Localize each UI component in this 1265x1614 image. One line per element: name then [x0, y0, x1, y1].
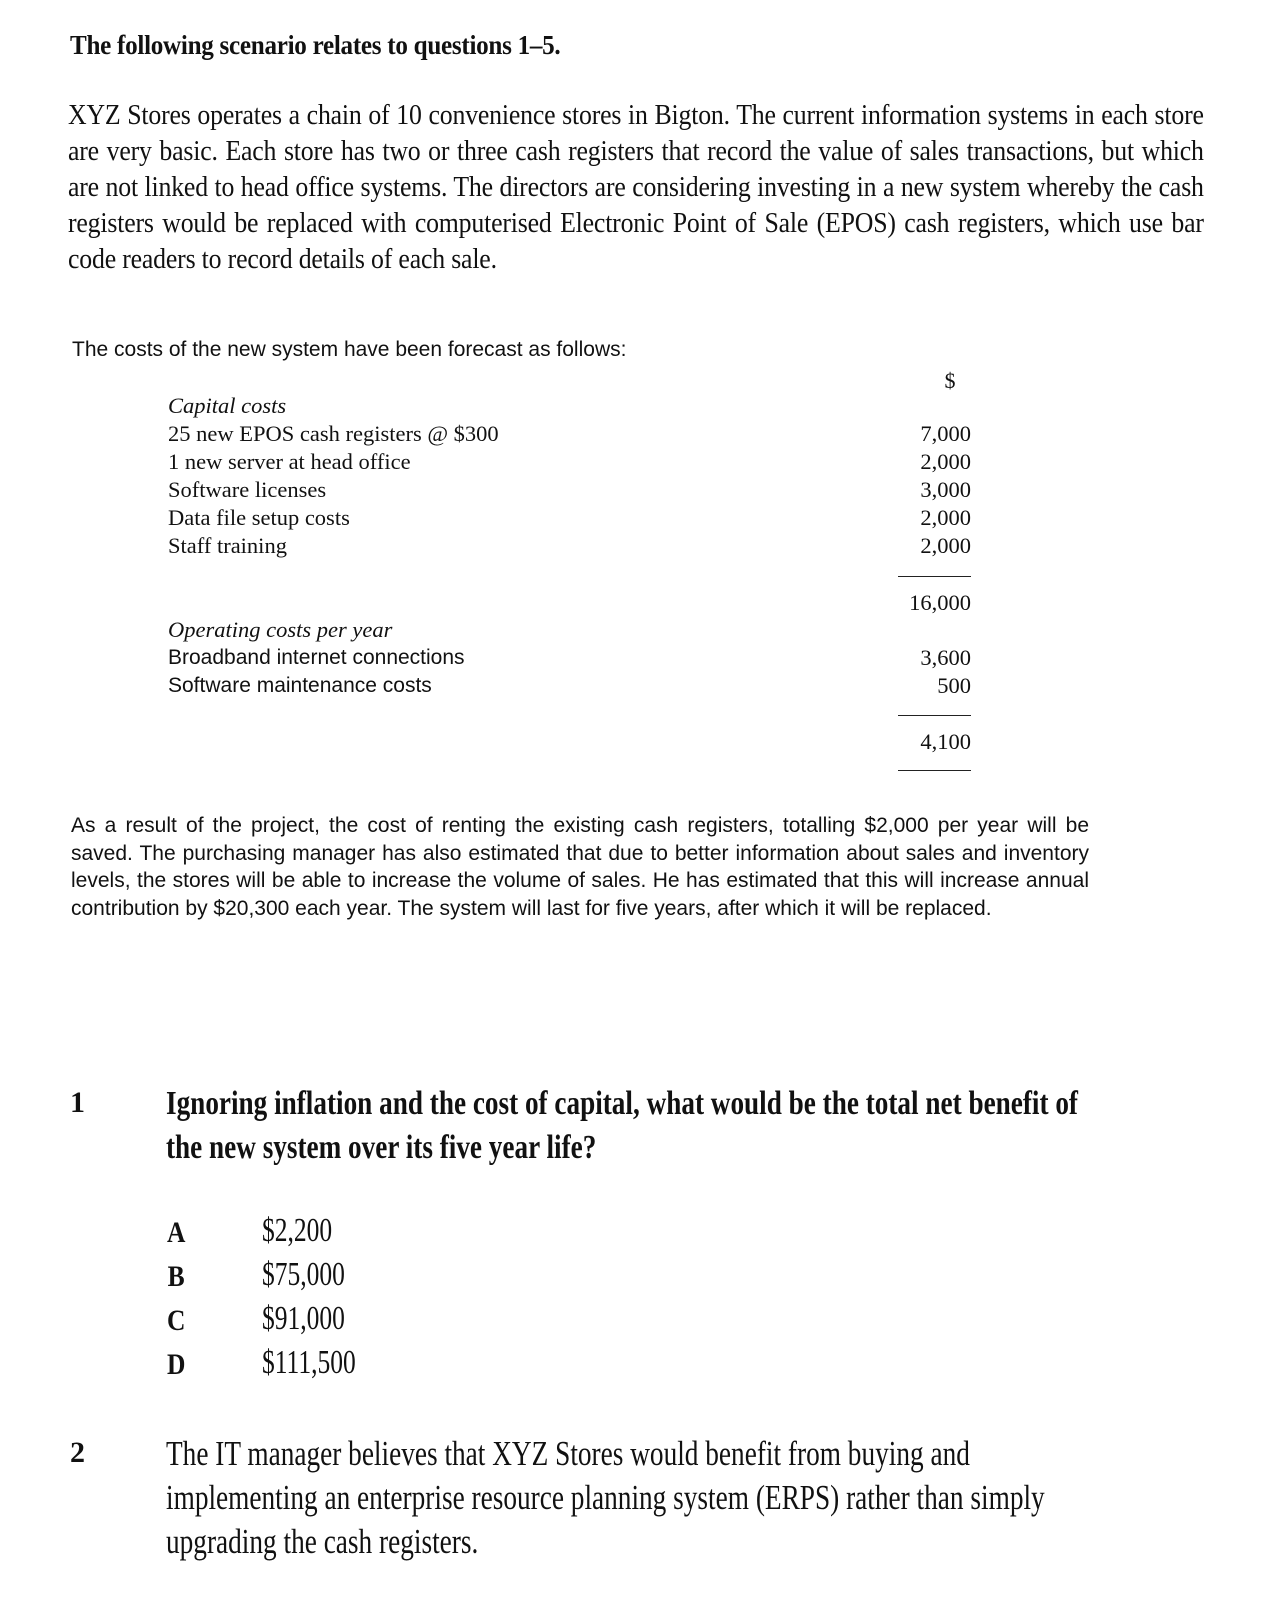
option-value: $111,500	[262, 1344, 356, 1381]
option-letter: A	[166, 1216, 186, 1249]
capital-costs-title: Capital costs	[168, 393, 287, 418]
option-value: $91,000	[262, 1300, 345, 1337]
option-letter: B	[167, 1260, 185, 1293]
option-value: $75,000	[262, 1256, 345, 1293]
capital-subtotal-rule	[898, 576, 971, 577]
operating-costs-title: Operating costs per year	[168, 617, 393, 642]
operating-item-label: Software maintenance costs	[168, 674, 432, 697]
currency-header: $	[944, 368, 956, 393]
operating-item-label: Broadband internet connections	[168, 646, 465, 669]
operating-total: 4,100	[920, 729, 971, 754]
operating-subtotal-rule	[898, 715, 971, 716]
costs-intro: The costs of the new system have been forecast as follows:	[72, 338, 627, 361]
operating-item-amount: 3,600	[920, 645, 971, 670]
option-letter: D	[166, 1348, 186, 1381]
capital-item-label: 25 new EPOS cash registers @ $300	[168, 421, 499, 446]
capital-item-label: Data file setup costs	[168, 505, 350, 530]
question-number: 1	[70, 1086, 85, 1119]
capital-total: 16,000	[909, 590, 971, 615]
question-text: Ignoring inflation and the cost of capital, what would be the total net benefit of the new system over its five year life?	[166, 1085, 1078, 1166]
capital-item-label: Staff training	[168, 533, 287, 558]
capital-item-label: 1 new server at head office	[168, 449, 411, 474]
scenario-intro: XYZ Stores operates a chain of 10 convenience stores in Bigton. The current information systems in each store are very basic. Each store has two or three cash registers that record the value of sales transactions, but which are not linked to head office systems. The directors are considering investing in a new system whereby the cash registers would be replaced with computerised Electronic Point of Sale (EPOS) cash registers, which use bar code readers to record details of each sale.	[68, 100, 1204, 275]
capital-item-amount: 2,000	[920, 533, 971, 558]
operating-total-rule	[898, 770, 971, 771]
capital-item-amount: 3,000	[920, 477, 971, 502]
capital-item-amount: 2,000	[920, 449, 971, 474]
option-letter: C	[166, 1304, 186, 1337]
capital-item-label: Software licenses	[168, 477, 327, 502]
question-number: 2	[70, 1436, 85, 1469]
capital-item-amount: 2,000	[920, 505, 971, 530]
option-value: $2,200	[262, 1212, 333, 1249]
operating-item-amount: 500	[937, 673, 971, 698]
capital-item-amount: 7,000	[920, 421, 971, 446]
scenario-heading: The following scenario relates to questions 1–5.	[70, 30, 561, 60]
question-text: The IT manager believes that XYZ Stores would benefit from buying and implementing an enterprise resource planning system (ERPS) rather than simply upgrading the cash registers.	[166, 1434, 1045, 1561]
result-paragraph: As a result of the project, the cost of renting the existing cash registers, totalling $2,000 per year will be saved. The purchasing manager has also estimated that due to better information about sales and inventory levels, the stores will be able to increase the volume of sales. He has estimated that this will increase annual contribution by $20,300 each year. The system will last for five years, after which it will be replaced.	[71, 814, 1089, 920]
